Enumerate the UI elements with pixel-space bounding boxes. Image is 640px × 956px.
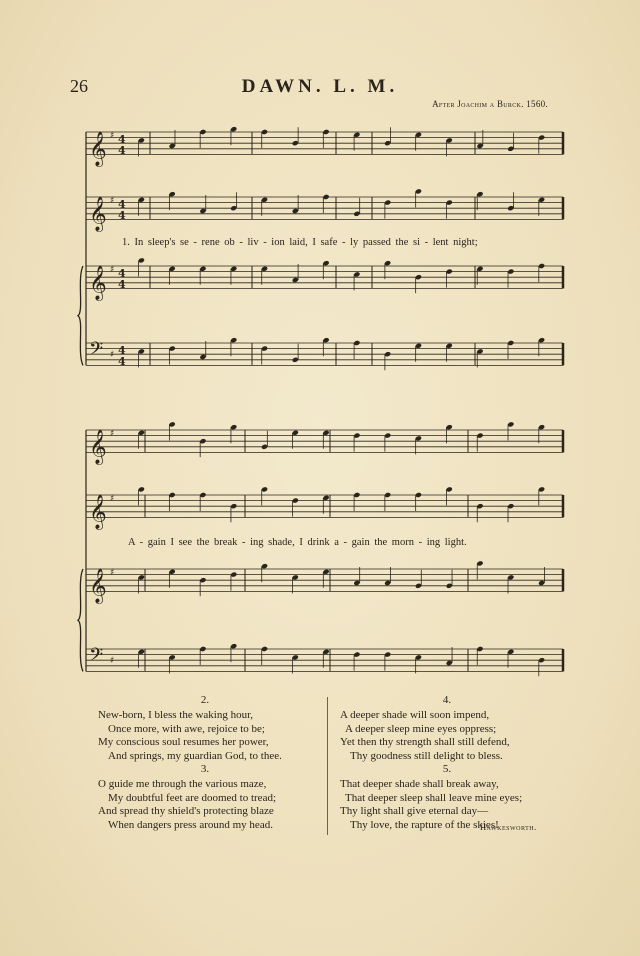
stanza-line: A deeper shade will soon impend, (340, 709, 490, 721)
stanza-3 (98, 778, 276, 832)
time-signature-icon: 4 (118, 133, 126, 146)
stanza-2 (98, 709, 282, 763)
treble-clef-icon: 𝄞 (89, 494, 107, 530)
hymn-author: Hawkesworth. (480, 822, 537, 832)
sharp-icon: ♯ (110, 265, 115, 275)
stanza-line: My doubtful feet are doomed to tread; (108, 791, 277, 804)
bass-clef-icon: 𝄢 (89, 645, 104, 670)
stanza-line: Thy light shall give eternal day— (340, 805, 489, 818)
stanza-line: That deeper shade shall break away, (340, 778, 499, 790)
lyrics-line-2: A - gain I see the break - ing shade, I drink a - gain the morn - ing light. (128, 537, 467, 548)
stanza-4 (340, 709, 510, 763)
brace-icon (78, 266, 83, 365)
treble-clef-icon: 𝄞 (89, 131, 107, 167)
stanza-line: When dangers press around my head. (108, 818, 273, 831)
treble-clef-icon: 𝄞 (89, 196, 107, 232)
column-divider (327, 697, 328, 835)
sharp-icon: ♯ (110, 131, 115, 141)
sharp-icon: ♯ (110, 656, 115, 666)
sharp-icon: ♯ (110, 568, 115, 578)
stanza-line: Thy goodness still delight to bless. (350, 749, 503, 762)
brace-icon (78, 569, 83, 671)
sharp-icon: ♯ (110, 350, 115, 360)
time-signature-icon: 4 (118, 209, 126, 222)
stanza-5-number: 5. (442, 763, 452, 775)
stanza-line: My conscious soul resumes her power, (98, 736, 269, 749)
stanza-3-number: 3. (200, 763, 210, 775)
sharp-icon: ♯ (110, 429, 115, 439)
sharp-icon: ♯ (110, 494, 115, 504)
stanza-line: And spread thy shield's protecting blaze (98, 805, 274, 818)
time-signature-icon: 4 (118, 198, 126, 211)
bass-clef-icon: 𝄢 (89, 339, 104, 364)
time-signature-icon: 4 (118, 267, 126, 280)
composer-text: After Joachim a Burck. 1560. (432, 99, 548, 109)
time-signature-icon: 4 (118, 144, 126, 157)
stanza-line: Yet then thy strength shall still defend, (340, 736, 510, 749)
stanza-line: Thy love, the rapture of the skies! (350, 818, 499, 831)
stanza-line: New-born, I bless the waking hour, (98, 709, 254, 721)
stanza-2-number: 2. (200, 694, 210, 706)
treble-clef-icon: 𝄞 (89, 429, 107, 465)
sharp-icon: ♯ (110, 196, 115, 206)
stanza-line: O guide me through the various maze, (98, 778, 267, 790)
hymn-title: DAWN. L. M. (241, 76, 399, 97)
page-number: 26 (70, 76, 88, 96)
lyrics-line-1: 1. In sleep's se - rene ob - liv - ion laid, I safe - ly passed the si - lent night; (122, 237, 478, 248)
stanza-line: A deeper sleep mine eyes oppress; (345, 722, 497, 735)
stanza-line: Once more, with awe, rejoice to be; (108, 722, 265, 735)
stanza-4-number: 4. (442, 694, 452, 706)
time-signature-icon: 4 (118, 344, 126, 357)
treble-clef-icon: 𝄞 (89, 265, 107, 301)
stanza-line: That deeper sleep shall leave mine eyes; (345, 791, 523, 804)
time-signature-icon: 4 (118, 278, 126, 291)
treble-clef-icon: 𝄞 (89, 568, 107, 604)
time-signature-icon: 4 (118, 355, 126, 368)
stanza-line: And springs, my guardian God, to thee. (108, 749, 282, 762)
